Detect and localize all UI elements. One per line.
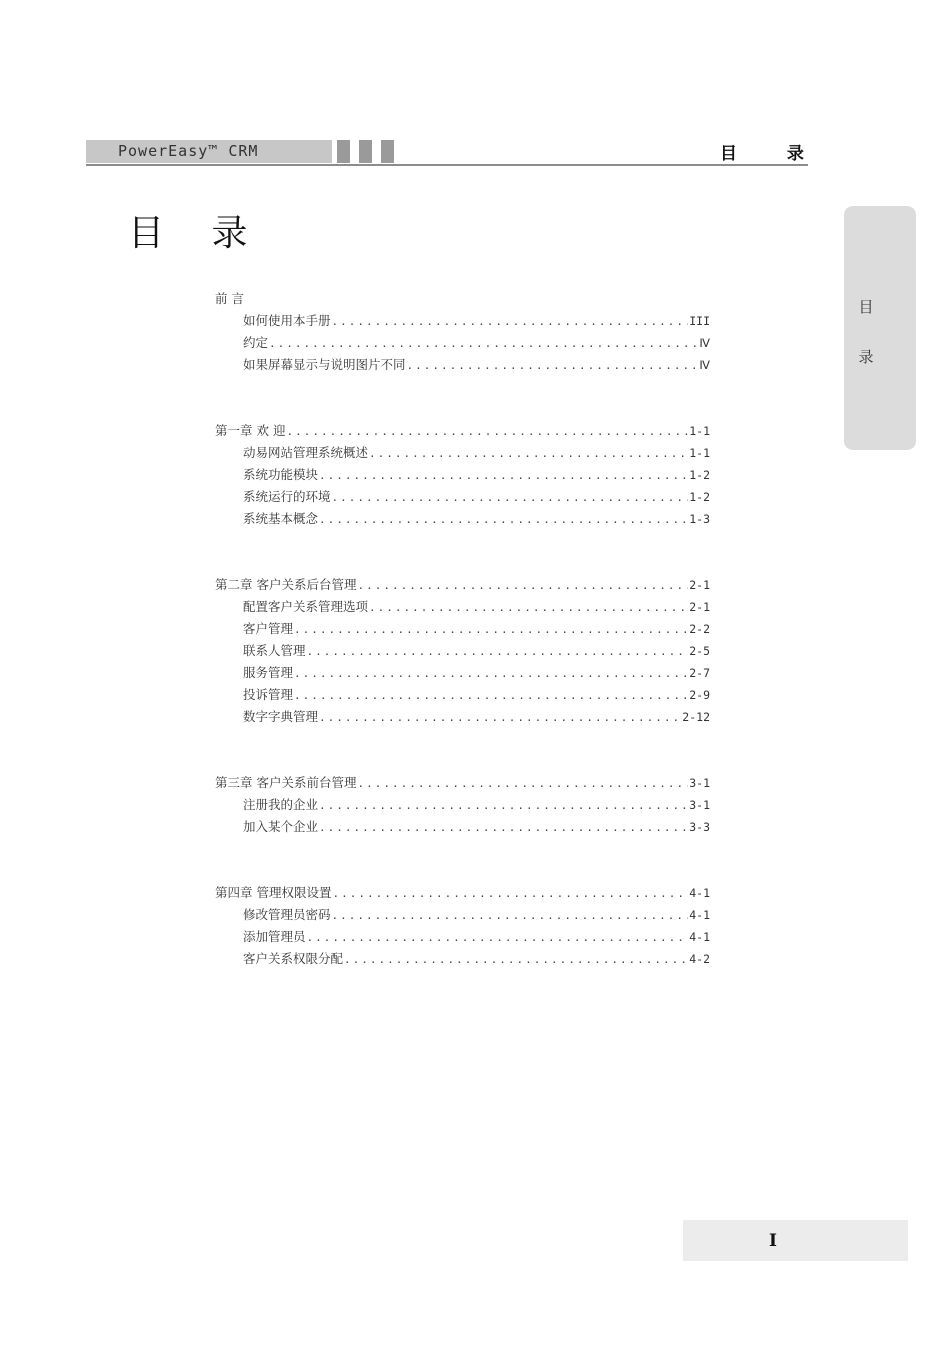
toc-leader-dots bbox=[319, 795, 688, 817]
toc-page-number: 2-2 bbox=[689, 622, 710, 636]
toc-entry[interactable] bbox=[215, 508, 710, 530]
toc-chapter-heading[interactable] bbox=[215, 772, 710, 794]
toc-entry-label: 修改管理员密码 bbox=[243, 907, 331, 922]
toc-page-number: 2-1 bbox=[689, 600, 710, 614]
toc-leader-dots bbox=[332, 905, 689, 927]
toc-entry-label: 添加管理员 bbox=[243, 929, 306, 944]
toc-entry[interactable] bbox=[215, 596, 710, 618]
toc-section bbox=[215, 772, 710, 838]
side-tab bbox=[844, 206, 916, 450]
toc-entry-label: 注册我的企业 bbox=[243, 797, 319, 812]
toc-entry-label: 约定 bbox=[243, 335, 269, 350]
toc-leader-dots bbox=[307, 927, 689, 949]
toc-entry-label: 如何使用本手册 bbox=[243, 313, 331, 328]
toc-entry-label: 第二章 客户关系后台管理 bbox=[215, 577, 357, 592]
table-of-contents bbox=[215, 288, 710, 1014]
toc-page-number: 1-2 bbox=[689, 490, 710, 504]
toc-leader-dots bbox=[319, 465, 688, 487]
toc-entry[interactable] bbox=[215, 310, 710, 332]
toc-entry-label: 动易网站管理系统概述 bbox=[243, 445, 369, 460]
toc-page-number: 3-1 bbox=[689, 798, 710, 812]
toc-entry-label: 第四章 管理权限设置 bbox=[215, 885, 332, 900]
toc-entry-label: 服务管理 bbox=[243, 665, 294, 680]
toc-entry-label: 第一章 欢 迎 bbox=[215, 423, 286, 438]
toc-entry-label: 系统运行的环境 bbox=[243, 489, 331, 504]
toc-entry[interactable] bbox=[215, 904, 710, 926]
header-rule bbox=[86, 164, 808, 166]
toc-entry[interactable] bbox=[215, 684, 710, 706]
toc-page-number: 4-1 bbox=[689, 908, 710, 922]
toc-leader-dots bbox=[319, 817, 688, 839]
toc-leader-dots bbox=[332, 311, 689, 333]
page-number: I bbox=[769, 1231, 777, 1251]
toc-entry[interactable] bbox=[215, 662, 710, 684]
toc-entry-label: 客户关系权限分配 bbox=[243, 951, 344, 966]
toc-leader-dots bbox=[407, 355, 699, 377]
toc-leader-dots bbox=[269, 333, 698, 355]
toc-page-number: 1-1 bbox=[689, 446, 710, 460]
side-tab-char: 目 bbox=[858, 298, 874, 316]
toc-leader-dots bbox=[369, 443, 688, 465]
toc-page-number: 3-1 bbox=[689, 776, 710, 790]
toc-entry-label: 投诉管理 bbox=[243, 687, 294, 702]
toc-page-number: Ⅳ bbox=[699, 336, 710, 350]
toc-entry-label: 前 言 bbox=[215, 291, 244, 306]
toc-leader-dots bbox=[294, 663, 688, 685]
toc-entry[interactable] bbox=[215, 794, 710, 816]
toc-entry[interactable] bbox=[215, 926, 710, 948]
toc-entry-label: 配置客户关系管理选项 bbox=[243, 599, 369, 614]
toc-page-number: Ⅳ bbox=[699, 358, 710, 372]
toc-leader-dots bbox=[344, 949, 688, 971]
toc-chapter-heading[interactable] bbox=[215, 420, 710, 442]
toc-leader-dots bbox=[286, 421, 688, 443]
toc-leader-dots bbox=[369, 597, 688, 619]
toc-leader-dots bbox=[332, 883, 688, 905]
toc-entry-label: 联系人管理 bbox=[243, 643, 306, 658]
toc-page-number: 4-1 bbox=[689, 886, 710, 900]
toc-leader-dots bbox=[307, 641, 689, 663]
toc-entry[interactable] bbox=[215, 354, 710, 376]
toc-page-number: 1-1 bbox=[689, 424, 710, 438]
toc-entry-label: 数字字典管理 bbox=[243, 709, 319, 724]
toc-entry[interactable] bbox=[215, 332, 710, 354]
toc-leader-dots bbox=[294, 619, 688, 641]
toc-leader-dots bbox=[319, 707, 681, 729]
toc-page-number: 4-2 bbox=[689, 952, 710, 966]
toc-entry[interactable] bbox=[215, 640, 710, 662]
toc-page-number: 1-3 bbox=[689, 512, 710, 526]
toc-chapter-heading[interactable] bbox=[215, 288, 710, 310]
toc-page-number: 3-3 bbox=[689, 820, 710, 834]
toc-entry[interactable] bbox=[215, 706, 710, 728]
toc-leader-dots bbox=[294, 685, 688, 707]
header-decor-block bbox=[381, 140, 394, 163]
header-brand: PowerEasy™ CRM bbox=[118, 142, 259, 160]
toc-entry-label: 客户管理 bbox=[243, 621, 294, 636]
toc-page-number: 2-7 bbox=[689, 666, 710, 680]
toc-leader-dots bbox=[319, 509, 688, 531]
toc-entry[interactable] bbox=[215, 486, 710, 508]
toc-page-number: 2-5 bbox=[689, 644, 710, 658]
toc-page-number: 1-2 bbox=[689, 468, 710, 482]
header-decor-block bbox=[337, 140, 350, 163]
toc-entry[interactable] bbox=[215, 816, 710, 838]
side-tab-char: 录 bbox=[858, 348, 874, 366]
toc-section bbox=[215, 882, 710, 970]
toc-entry[interactable] bbox=[215, 948, 710, 970]
header-decor-block bbox=[359, 140, 372, 163]
toc-leader-dots bbox=[332, 487, 689, 509]
toc-entry[interactable] bbox=[215, 618, 710, 640]
toc-page-number: 2-9 bbox=[689, 688, 710, 702]
toc-leader-dots bbox=[357, 773, 688, 795]
page-title: 目 录 bbox=[128, 213, 266, 254]
toc-page-number: 2-12 bbox=[682, 710, 710, 724]
toc-page-number: 2-1 bbox=[689, 578, 710, 592]
toc-chapter-heading[interactable] bbox=[215, 882, 710, 904]
toc-entry-label: 如果屏幕显示与说明图片不同 bbox=[243, 357, 406, 372]
header-section-title: 目 录 bbox=[720, 144, 826, 164]
toc-entry[interactable] bbox=[215, 464, 710, 486]
toc-section bbox=[215, 420, 710, 530]
toc-section bbox=[215, 574, 710, 728]
toc-page-number: III bbox=[689, 314, 710, 328]
toc-section bbox=[215, 288, 710, 376]
toc-entry[interactable] bbox=[215, 442, 710, 464]
toc-entry-label: 第三章 客户关系前台管理 bbox=[215, 775, 357, 790]
toc-page-number: 4-1 bbox=[689, 930, 710, 944]
toc-leader-dots bbox=[357, 575, 688, 597]
toc-chapter-heading[interactable] bbox=[215, 574, 710, 596]
toc-entry-label: 加入某个企业 bbox=[243, 819, 319, 834]
toc-entry-label: 系统功能模块 bbox=[243, 467, 319, 482]
toc-entry-label: 系统基本概念 bbox=[243, 511, 319, 526]
